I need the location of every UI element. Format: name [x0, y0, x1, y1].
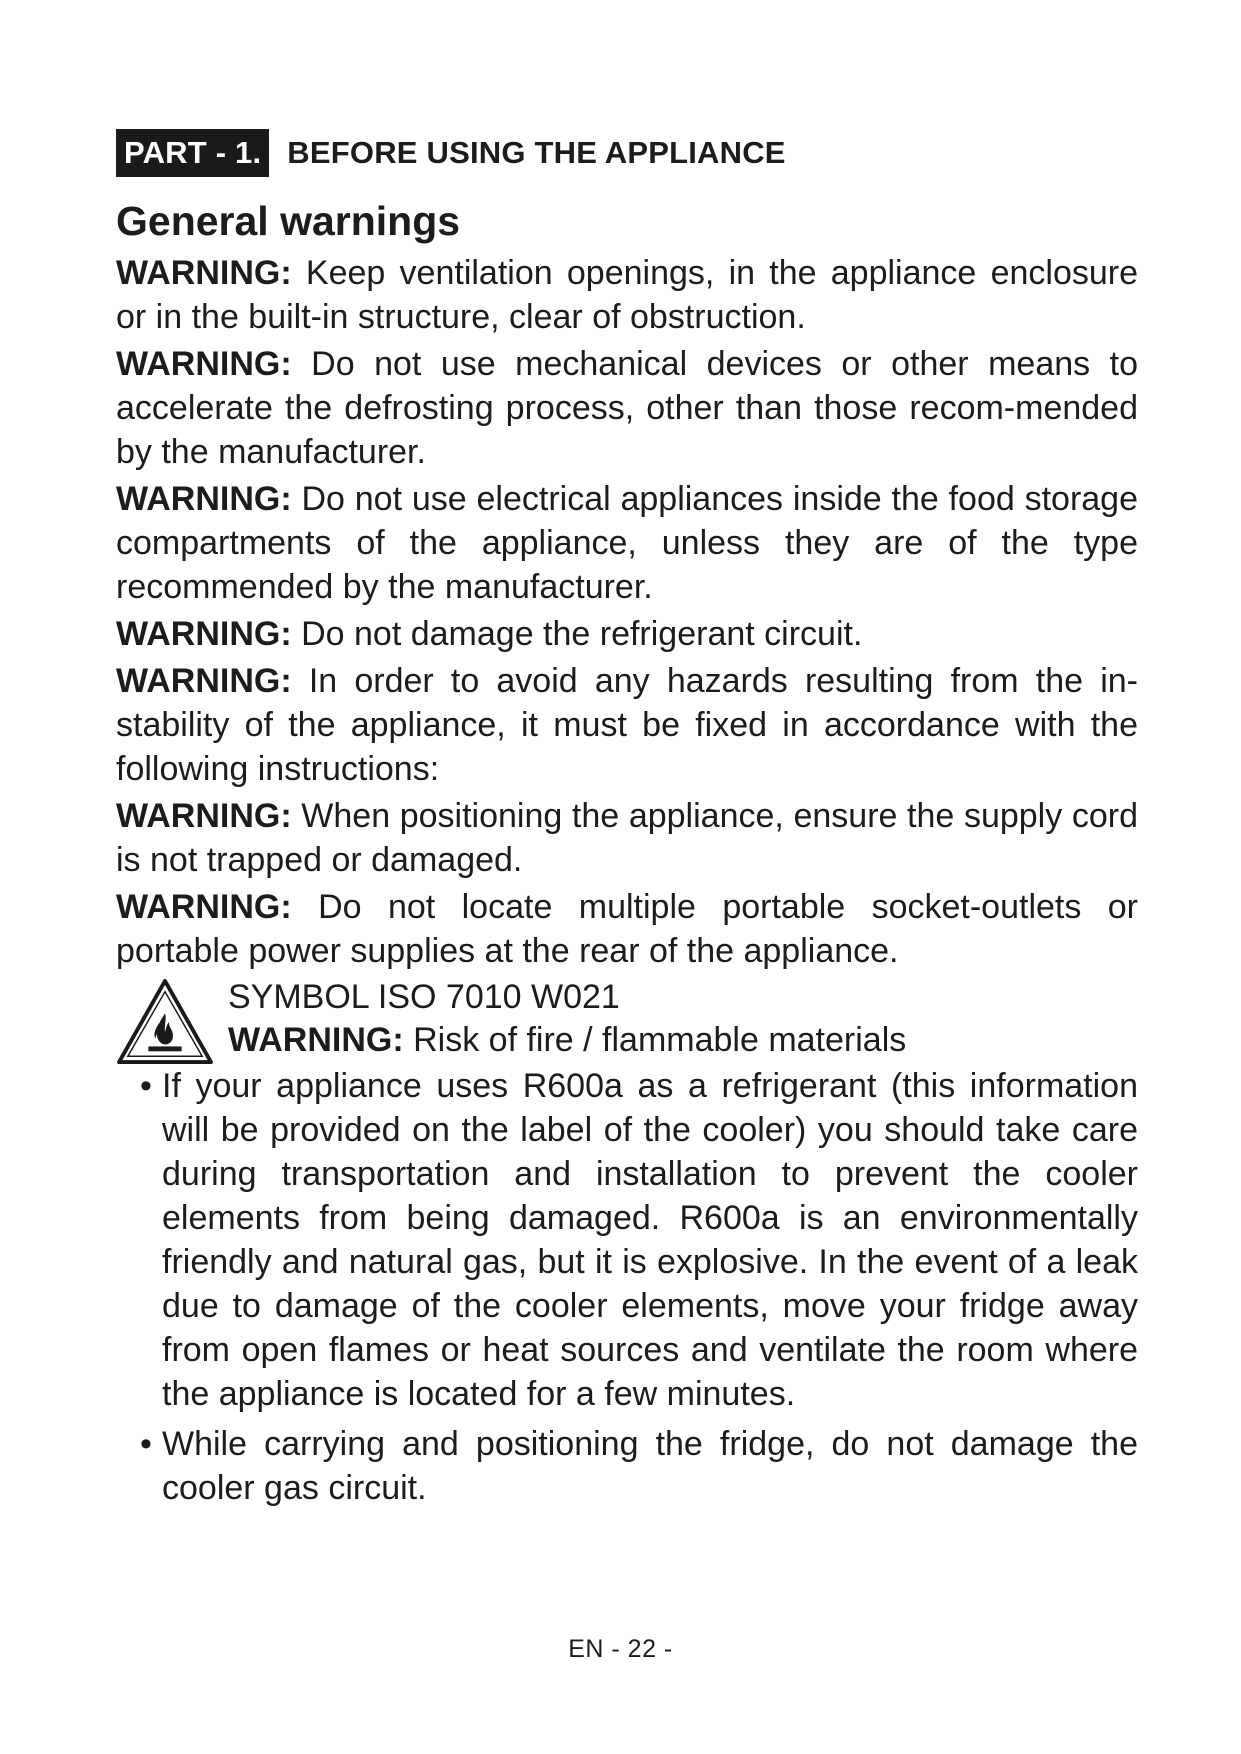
- warning-text: Risk of fire / flammable materials: [413, 1021, 907, 1059]
- flammable-warning-icon: [116, 978, 214, 1066]
- part-title: BEFORE USING THE APPLIANCE: [287, 135, 786, 170]
- section-title: General warnings: [116, 198, 461, 244]
- warning-label: WARNING:: [116, 888, 292, 926]
- list-item-text: While carrying and positioning the fridge, do not damage the cooler gas circuit.: [162, 1425, 1138, 1507]
- warning-label: WARNING:: [116, 480, 292, 518]
- warning-label: WARNING:: [116, 662, 292, 700]
- warning-text: Do not use electrical appliances inside the food storage compartments of the appliance, unless they are of the type recommended by the manufacturer.: [116, 480, 1138, 606]
- warning-text: When positioning the appliance, ensure the supply cord is not trapped or damaged.: [116, 797, 1138, 879]
- warning-text: Do not damage the refrigerant circuit.: [301, 615, 863, 653]
- warning-text: Keep ventilation openings, in the appliance enclosure or in the built-in structure, clear of obstruction.: [116, 254, 1138, 336]
- warning-text: Do not use mechanical devices or other means to accelerate the defrosting process, other than those recom-mended by the manufacturer.: [116, 345, 1138, 471]
- symbol-block: [116, 976, 1138, 1062]
- bullet-list: [116, 1064, 1138, 1510]
- list-item: [140, 1422, 1138, 1510]
- symbol-warning: [228, 1019, 1138, 1062]
- warning-text: Do not locate multiple portable socket-outlets or portable power supplies at the rear of the appliance.: [116, 888, 1139, 970]
- part-badge: PART - 1.: [116, 129, 269, 177]
- warning-label: WARNING:: [116, 615, 292, 653]
- page-content: [116, 129, 1138, 1516]
- page-number: EN - 22 -: [568, 1635, 673, 1663]
- warning-paragraph: [116, 794, 1138, 882]
- warning-label: WARNING:: [116, 345, 292, 383]
- list-item: [140, 1064, 1138, 1416]
- warning-label: WARNING:: [116, 797, 292, 835]
- warning-label: WARNING:: [116, 254, 292, 292]
- symbol-code: SYMBOL ISO 7010 W021: [228, 978, 620, 1016]
- list-item-text: If your appliance uses R600a as a refrigerant (this information will be provided on the label of the cooler) you should take care during transportation and installation to prevent the cooler elements from being damaged. R600a is an environmentally friendly and natural gas, but it is explosive. In the event of a leak due to damage of the cooler elements, move your fridge away from open flames or heat sources and ventilate the room where the appliance is located for a few minutes.: [162, 1067, 1138, 1413]
- part-header: [116, 129, 1138, 177]
- bullet-icon: •: [140, 1425, 152, 1463]
- warning-paragraph: [116, 885, 1138, 973]
- warning-paragraph: [116, 612, 1138, 656]
- warning-text: In order to avoid any hazards resulting from the in-stability of the appliance, it must be fixed in accordance with the following instructions:: [116, 662, 1138, 788]
- warning-paragraph: [116, 477, 1138, 609]
- warning-label: WARNING:: [228, 1021, 404, 1059]
- warning-paragraph: [116, 342, 1138, 474]
- warning-paragraph: [116, 251, 1138, 339]
- warning-paragraph: [116, 659, 1138, 791]
- bullet-icon: •: [140, 1067, 152, 1105]
